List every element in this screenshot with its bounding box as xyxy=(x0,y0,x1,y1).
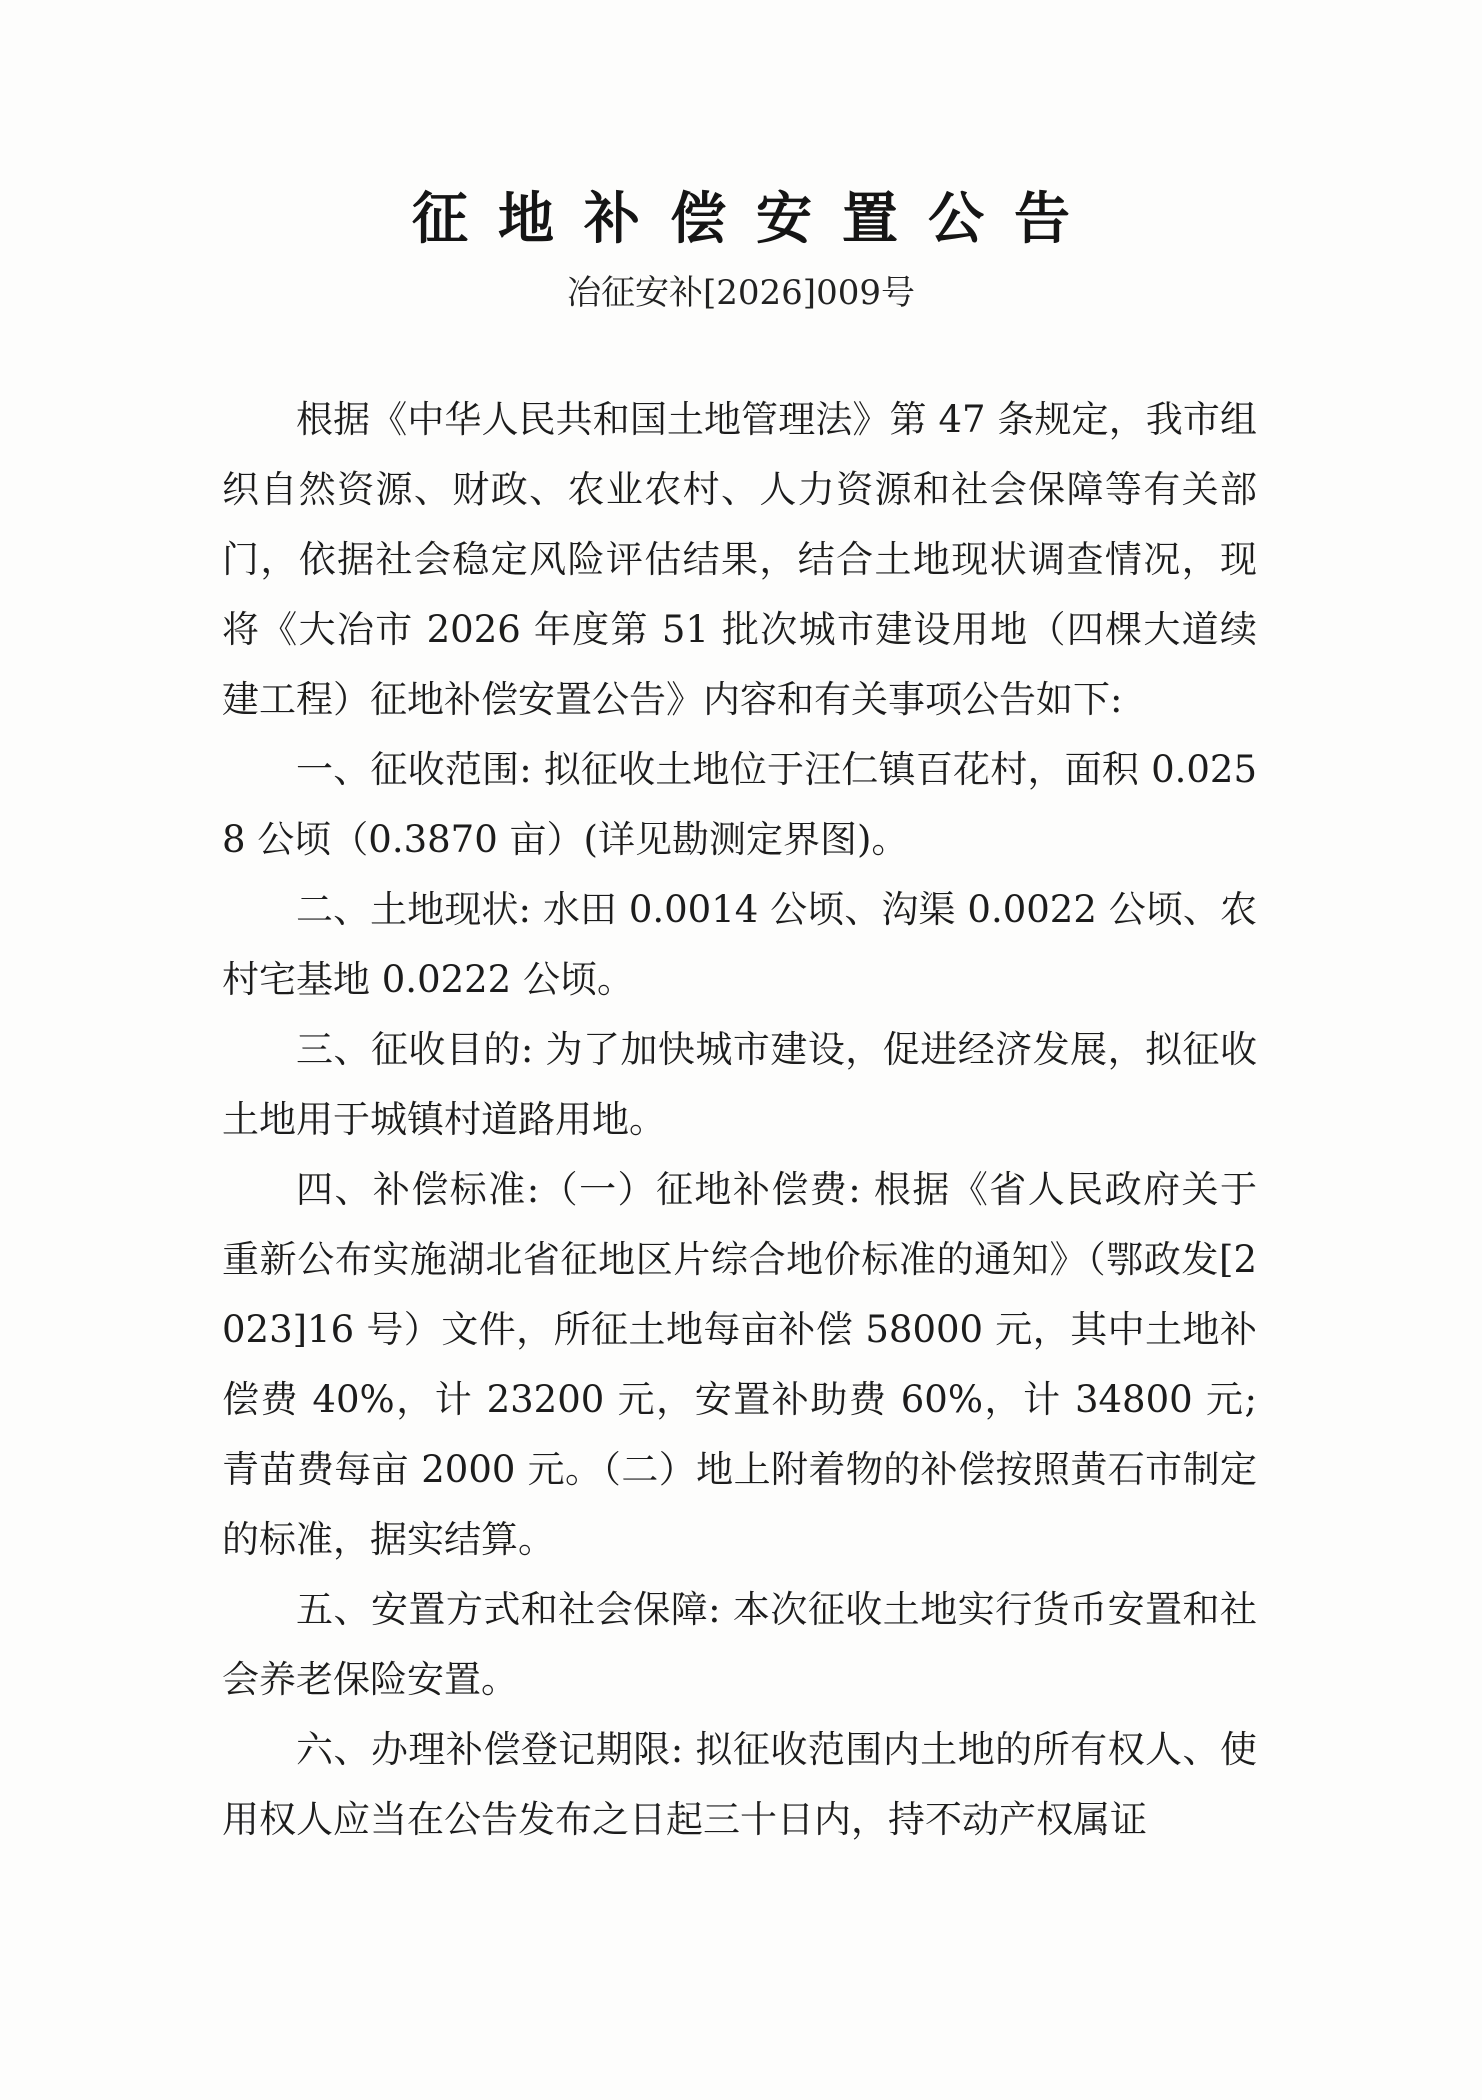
paragraph-purpose: 三、征收目的: 为了加快城市建设，促进经济发展，拟征收土地用于城镇村道路用地。 xyxy=(222,1028,1257,1141)
paragraph-resettlement: 五、安置方式和社会保障: 本次征收土地实行货币安置和社会养老保险安置。 xyxy=(222,1588,1257,1701)
paragraph-land-status: 二、土地现状: 水田 0.0014 公顷、沟渠 0.0022 公顷、农村宅基地 0.0222 公顷。 xyxy=(222,888,1257,1001)
document-number: 冶征安补[2026]009号 xyxy=(567,273,915,313)
paragraph-compensation: 四、补偿标准:（一）征地补偿费: 根据《省人民政府关于重新公布实施湖北省征地区片综合地价标准的通知》（鄂政发[2023]16 号）文件，所征土地每亩补偿 58000 元，其中土地补偿费 40%，计 23200 元，安置补助费 60%，计 34800 元; 青苗费每亩 2000 元。（二）地上附着物的补偿按照黄石市制定的标准，据实结算。 xyxy=(222,1168,1257,1561)
paragraph-scope: 一、征收范围: 拟征收土地位于汪仁镇百花村，面积 0.0258 公顷（0.3870 亩）(详见勘测定界图)。 xyxy=(222,748,1257,861)
paragraph-registration: 六、办理补偿登记期限: 拟征收范围内土地的所有权人、使用权人应当在公告发布之日起三十日内，持不动产权属证 xyxy=(222,1728,1257,1841)
paragraph-intro: 根据《中华人民共和国土地管理法》第 47 条规定，我市组织自然资源、财政、农业农村、人力资源和社会保障等有关部门，依据社会稳定风险评估结果，结合土地现状调查情况，现将《大冶市 2026 年度第 51 批次城市建设用地（四棵大道续建工程）征地补偿安置公告》内容和有关事项公告如下: xyxy=(222,398,1257,721)
document-body xyxy=(222,385,1257,1855)
document-title: 征地补偿安置公告 xyxy=(412,187,1100,252)
